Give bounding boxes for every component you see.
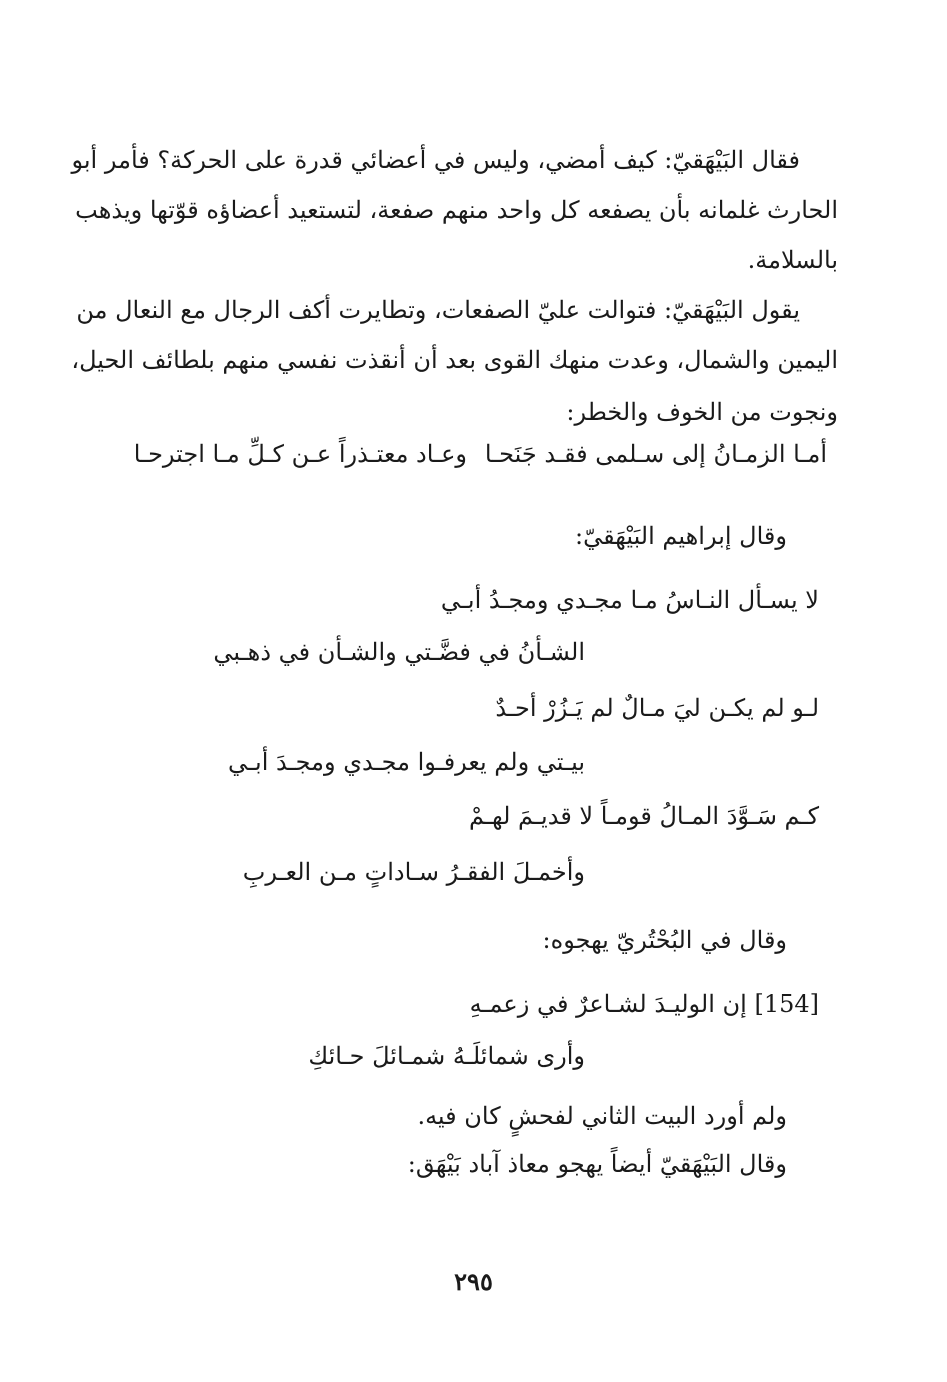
paragraph-1-line-3: بالسلامة.	[747, 246, 838, 274]
paragraph-2-line-2: اليمين والشمال، وعدت منهك القوى بعد أن أنقذت نفسي منهم بلطائف الحيل،	[71, 346, 838, 374]
poem-2-line-6: وأخمـلَ الفقـرُ سـاداتٍ مـن العـربِ	[242, 858, 585, 886]
poem-2-line-3: لـو لم يكـن ليَ مـالٌ لم يَـزُرْ أحـدٌ	[495, 694, 819, 722]
poem-2-intro: وقال إبراهيم البَيْهَقيّ:	[575, 522, 787, 550]
paragraph-1-line-2: الحارث غلمانه بأن يصفعه كل واحد منهم صفعة، لتستعيد أعضاؤه قوّتها ويذهب	[75, 196, 838, 224]
poem-2-line-5: كـم سَـوَّدَ المـالُ قومـاً لا قديـمَ لهـمْ	[469, 802, 819, 830]
paragraph-2-line-1: يقول البَيْهَقيّ: فتوالت عليّ الصفعات، وتطايرت أكف الرجال مع النعال من	[76, 296, 800, 324]
poem-4-intro: وقال البَيْهَقيّ أيضاً يهجو معاذ آباد بَيْهَق:	[407, 1150, 787, 1178]
poem-3-line-2: وأرى شمائلَـهُ شمـائلَ حـائكِ	[308, 1042, 585, 1070]
verse-1-first-hemistich: أمـا الزمـانُ إلى سـلمى فقـد جَنَحـا	[484, 440, 827, 468]
poem-2-line-2: الشـأنُ في فضَّـتي والشـأن في ذهـبي	[213, 638, 585, 666]
paragraph-2-line-3: ونجوت من الخوف والخطر:	[566, 398, 838, 426]
poem-3-line-1: [154] إن الوليـدَ لشـاعرٌ في زعمـهِ	[469, 990, 819, 1018]
poem-3-intro: وقال في البُحْتُريّ يهجوه:	[542, 926, 787, 954]
poem-2-line-1: لا يسـأل النـاسُ مـا مجـدي ومجـدُ أبـي	[440, 586, 819, 614]
note-line: ولم أورد البيت الثاني لفحشٍ كان فيه.	[417, 1102, 787, 1130]
poem-2-line-4: بيـتي ولم يعرفـوا مجـدي ومجـدَ أبـي	[228, 748, 585, 776]
page-number: ٢٩٥	[454, 1267, 493, 1296]
paragraph-1-line-1: فقال البَيْهَقيّ: كيف أمضي، وليس في أعضائي قدرة على الحركة؟ فأمر أبو	[71, 146, 800, 174]
verse-1-second-hemistich: وعـاد معتـذراً عـن كـلِّ مـا اجترحـا	[133, 440, 467, 468]
